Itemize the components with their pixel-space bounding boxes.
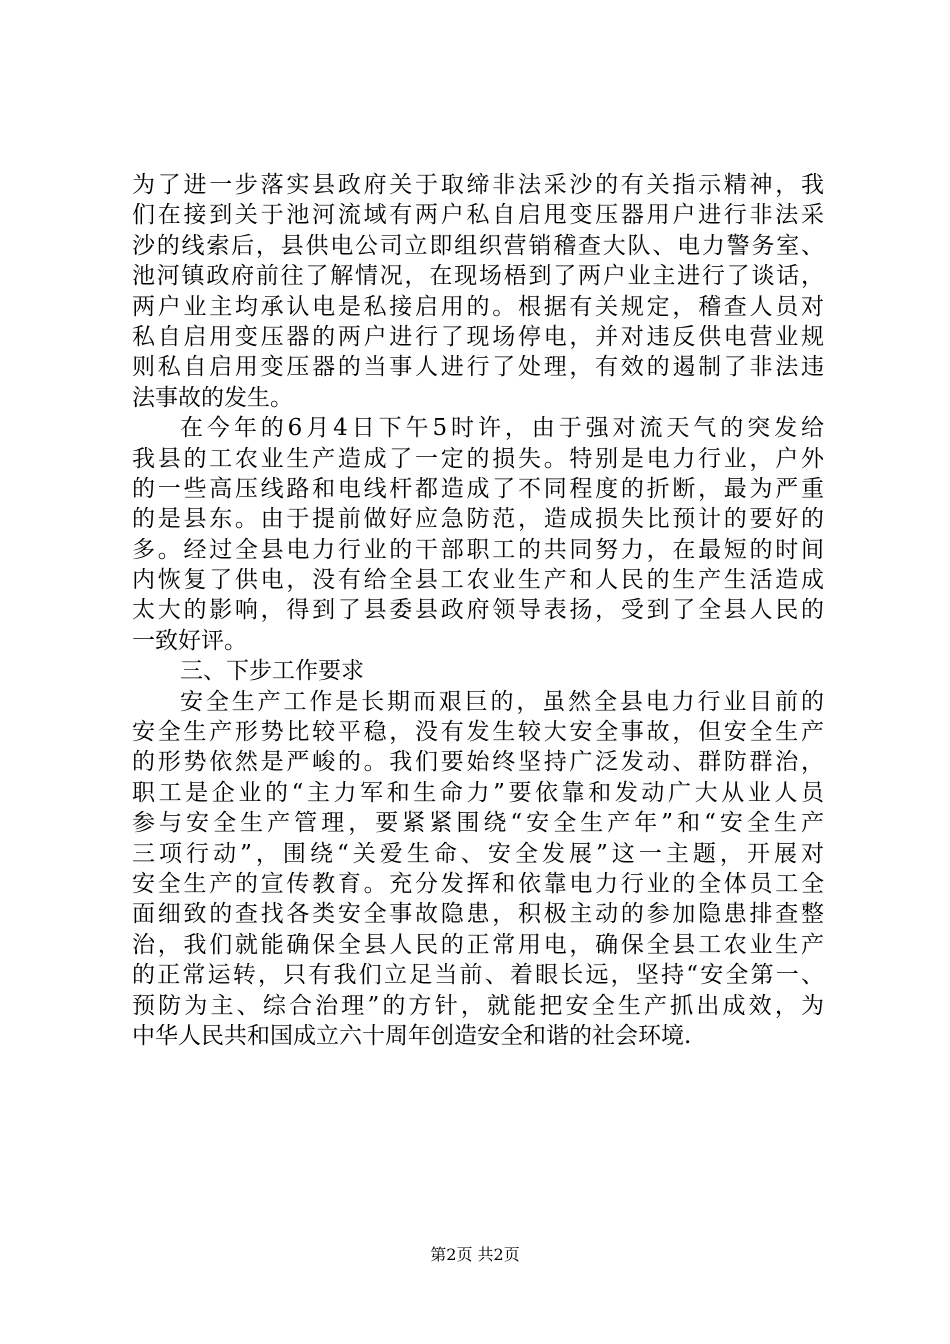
text-line: 三项行动”，围绕“关爱生命、安全发展”这一主题，开展对 — [132, 840, 824, 867]
text-line: 面细致的查找各类安全事故隐患，积极主动的参加隐患排查整 — [132, 901, 824, 928]
text-line: 我县的工农业生产造成了一定的损失。特别是电力行业，户外 — [132, 445, 824, 472]
page-footer: 第2页 共2页 — [430, 1245, 520, 1264]
text-line: 两户业主均承认电是私接启用的。根据有关规定，稽查人员对 — [132, 293, 824, 320]
text-line: 预防为主、综合治理”的方针，就能把安全生产抓出成效，为 — [132, 992, 824, 1019]
section-heading — [132, 656, 824, 686]
text-line: 治，我们就能确保全县人民的正常用电，确保全县工农业生产 — [132, 931, 824, 958]
text-line: 参与安全生产管理，要紧紧围绕“安全生产年”和“安全生产 — [132, 810, 824, 837]
paragraph — [132, 687, 824, 1052]
text-line: 多。经过全县电力行业的干部职工的共同努力，在最短的时间 — [132, 536, 824, 563]
text-line: 安全生产形势比较平稳，没有发生较大安全事故，但安全生产 — [132, 719, 824, 746]
text-line: 的形势依然是严峻的。我们要始终坚持广泛发动、群防群治， — [132, 749, 824, 776]
text-line: 们在接到关于池河流域有两户私自启甩变压器用户进行非法采 — [132, 202, 824, 229]
text-line: 职工是企业的“主力军和生命力”要依靠和发动广大从业人员 — [132, 779, 824, 806]
text-line: 则私自启用变压器的当事人进行了处理，有效的遏制了非法违 — [132, 354, 824, 381]
text-line: 在今年的6月4日下午5时许，由于强对流天气的突发给 — [180, 415, 824, 442]
text-line: 的正常运转，只有我们立足当前、着眼长远，坚持“安全第一、 — [132, 962, 824, 989]
text-line: 一致好评。 — [132, 627, 247, 654]
text-line: 池河镇政府前往了解情况，在现场梧到了两户业主进行了谈话， — [132, 263, 824, 290]
text-line: 安全生产的宣传教育。充分发挥和依靠电力行业的全体员工全 — [132, 870, 824, 897]
text-line: 私自启用变压器的两户进行了现场停电，并对违反供电营业规 — [132, 323, 824, 350]
text-line: 太大的影响，得到了县委县政府领导表扬，受到了全县人民的 — [132, 597, 824, 624]
paragraph — [132, 170, 824, 413]
text-line: 内恢复了供电，没有给全县工农业生产和人民的生产生活造成 — [132, 567, 824, 594]
text-line: 的一些高压线路和电线杆都造成了不同程度的折断，最为严重 — [132, 475, 824, 502]
paragraph — [132, 413, 824, 656]
text-line: 中华人民共和国成立六十周年创造安全和谐的社会环境. — [132, 1022, 692, 1049]
text-line: 安全生产工作是长期而艰巨的，虽然全县电力行业目前的 — [180, 688, 824, 715]
text-line: 法事故的发生。 — [132, 384, 293, 411]
text-line: 三、下步工作要求 — [180, 658, 364, 685]
text-line: 为了进一步落实县政府关于取缔非法采沙的有关指示精神，我 — [132, 172, 824, 198]
text-line: 的是县东。由于提前做好应急防范，造成损失比预计的要好的 — [132, 506, 824, 533]
document-body — [132, 170, 824, 1051]
text-line: 沙的线索后，县供电公司立即组织营销稽查大队、电力警务室、 — [132, 232, 824, 259]
